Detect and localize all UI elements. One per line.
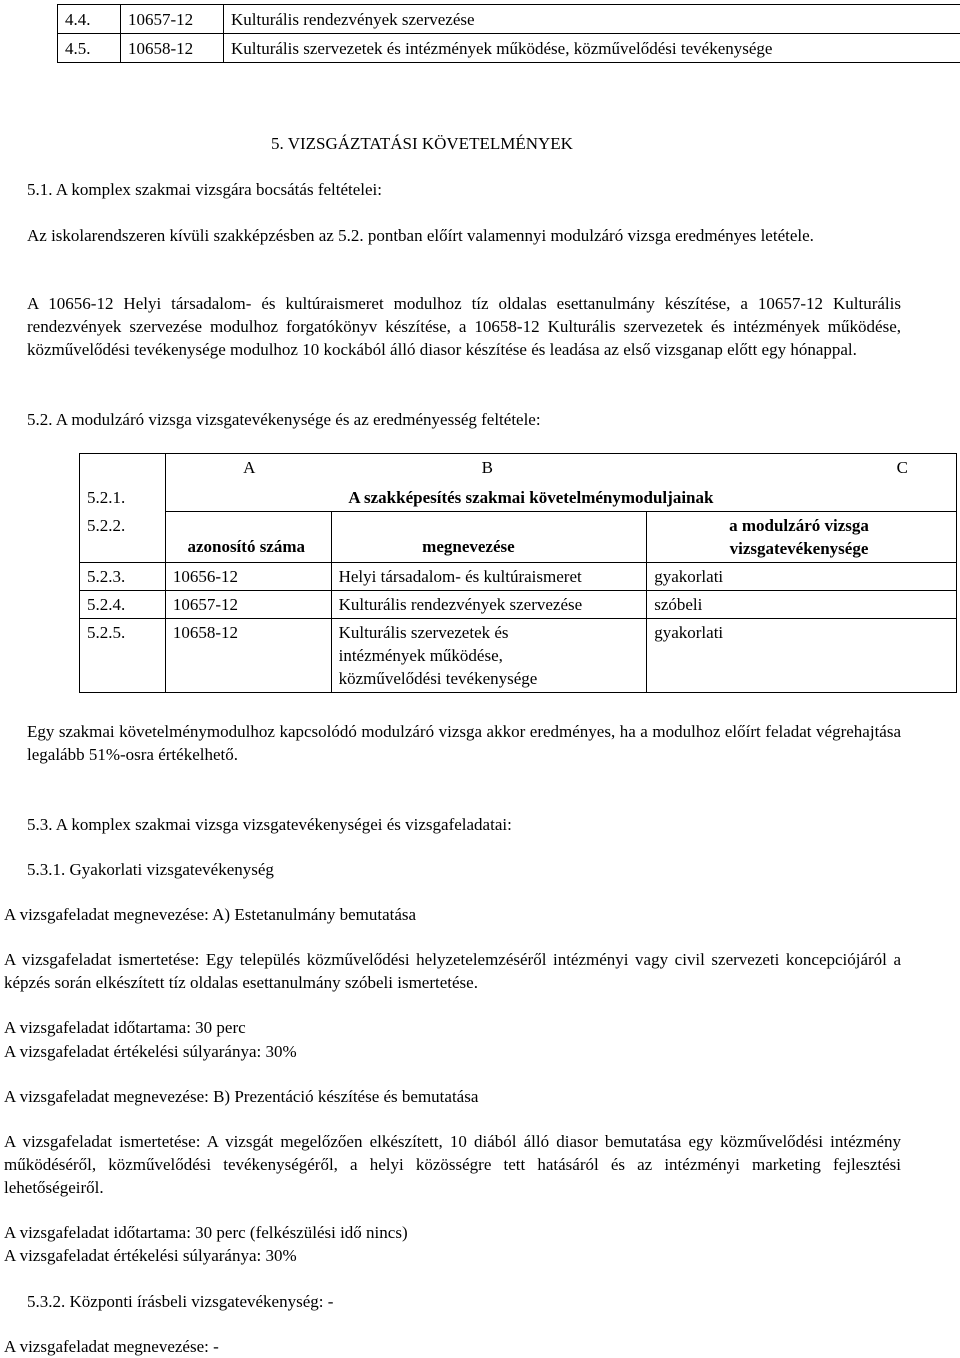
row-number: 5.2.3. — [80, 563, 166, 591]
task-c-name: A vizsgafeladat megnevezése: - — [4, 1337, 219, 1356]
module-code: 10657-12 — [121, 5, 224, 34]
section-title: 5. VIZSGÁZTATÁSI KÖVETELMÉNYEK — [271, 134, 573, 153]
module-name: Kulturális szervezetek és intézmények működése, közművelődési tevékenysége — [331, 619, 647, 693]
section-5-1-heading: 5.1. A komplex szakmai vizsgára bocsátás feltételei: — [27, 180, 382, 199]
section-5-3-heading: 5.3. A komplex szakmai vizsga vizsgatevékenységei és vizsgafeladatai: — [27, 815, 512, 834]
section-5-2-heading: 5.2. A modulzáró vizsga vizsgatevékenysége és az eredményesség feltétele: — [27, 410, 541, 429]
table-row — [80, 563, 957, 591]
task-a-weight: A vizsgafeladat értékelési súlyaránya: 30% — [4, 1042, 297, 1061]
column-a-label: A — [243, 458, 256, 477]
section-5-2-note: Egy szakmai követelménymodulhoz kapcsolódó modulzáró vizsga akkor eredményes, ha a modulhoz előírt feladat végrehajtása legalább 51%-osra értékelhető. — [27, 722, 901, 764]
table-row — [80, 484, 957, 512]
column-b-label: B — [481, 458, 493, 477]
table-row — [58, 34, 960, 63]
row-number: 5.2.4. — [80, 591, 166, 619]
module-code: 10658-12 — [121, 34, 224, 63]
module-exam-table — [79, 453, 957, 693]
task-b-duration: A vizsgafeladat időtartama: 30 perc (felkészülési idő nincs) — [4, 1223, 408, 1242]
table-row — [80, 619, 957, 693]
exam-type: gyakorlati — [647, 619, 957, 693]
table-title: A szakképesítés szakmai követelménymoduljainak — [165, 484, 956, 512]
row-number: 4.4. — [58, 5, 121, 34]
task-a-name: A vizsgafeladat megnevezése: A) Estetanulmány bemutatása — [4, 905, 417, 924]
row-number: 5.2.5. — [80, 619, 166, 693]
table-header-row — [80, 512, 957, 563]
exam-type: szóbeli — [647, 591, 957, 619]
row-number: 4.5. — [58, 34, 121, 63]
module-name: Kulturális szervezetek és intézmények működése, közművelődési tevékenysége — [224, 34, 960, 63]
table-header-row — [80, 454, 957, 485]
module-name: Kulturális rendezvények szervezése — [331, 591, 647, 619]
table-row — [80, 591, 957, 619]
task-b-description: A vizsgafeladat ismertetése: A vizsgát megelőzően elkészített, 10 diából álló diasor bemutatása egy közművelődési intézmény működéséről, közművelődési tevékenységéről, a helyi közösségre tett hatásáról és az intézményi marketing fejlesztési lehetőségeiről. — [4, 1132, 901, 1197]
header-name: megnevezése — [331, 512, 647, 563]
task-a-duration: A vizsgafeladat időtartama: 30 perc — [4, 1018, 246, 1037]
module-name: Kulturális rendezvények szervezése — [224, 5, 960, 34]
column-c-label: C — [647, 454, 957, 485]
task-b-name: A vizsgafeladat megnevezése: B) Prezentáció készítése és bemutatása — [4, 1087, 479, 1106]
section-5-3-2-heading: 5.3.2. Központi írásbeli vizsgatevékenység: - — [27, 1292, 334, 1311]
section-5-1-paragraph-1: Az iskolarendszeren kívüli szakképzésben az 5.2. pontban előírt valamennyi modulzáró vizsga eredményes letétele. — [27, 226, 814, 245]
exam-type: gyakorlati — [647, 563, 957, 591]
module-list-table — [57, 4, 960, 63]
module-code: 10657-12 — [165, 591, 331, 619]
section-5-3-1-heading: 5.3.1. Gyakorlati vizsgatevékenység — [27, 860, 274, 879]
table-row — [58, 5, 960, 34]
module-code: 10656-12 — [165, 563, 331, 591]
row-number: 5.2.2. — [80, 512, 166, 563]
task-b-weight: A vizsgafeladat értékelési súlyaránya: 30% — [4, 1246, 297, 1265]
module-name: Helyi társadalom- és kultúraismeret — [331, 563, 647, 591]
row-number: 5.2.1. — [80, 484, 166, 512]
task-a-description: A vizsgafeladat ismertetése: Egy település közművelődési helyzetelemzéséről intézményi vagy civil szervezeti koncepciójáról a képzés során elkészített tíz oldalas esettanulmány szóbeli ismertetése. — [4, 950, 901, 992]
header-exam: a modulzáró vizsga vizsgatevékenysége — [647, 512, 957, 563]
section-5-1-paragraph-2: A 10656-12 Helyi társadalom- és kultúraismeret modulhoz tíz oldalas esettanulmány készítése, a 10657-12 Kulturális rendezvények szervezése modulhoz forgatókönyv készítése, a 10658-12 Kulturális szervezetek és intézmények működése, közművelődési tevékenysége modulhoz 10 kockából álló diasor készítése és leadása az első vizsganap előtt egy hónappal. — [27, 294, 901, 359]
header-id: azonosító száma — [165, 512, 331, 563]
module-code: 10658-12 — [165, 619, 331, 693]
